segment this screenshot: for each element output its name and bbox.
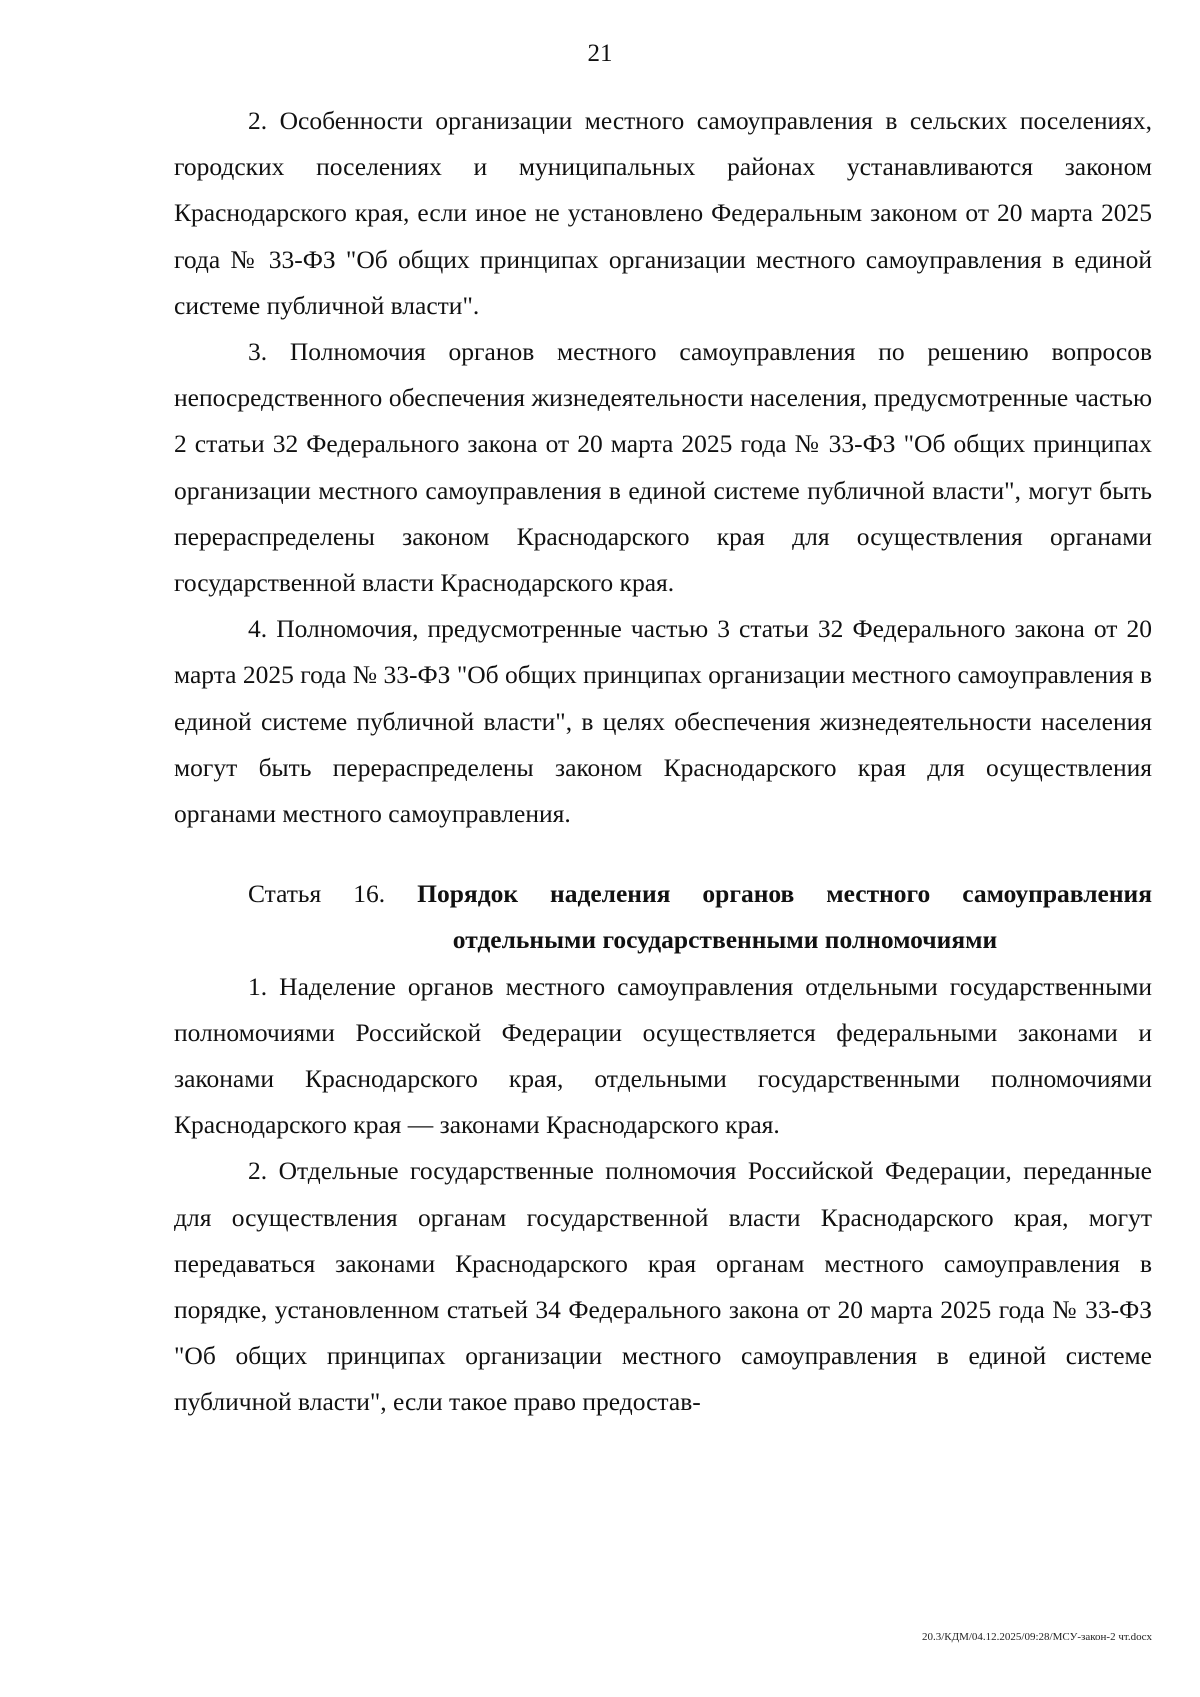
paragraph-2: 2. Особенности организации местного самоуправления в сельских поселениях, городских поселениях и муниципальных районах устанавливаются законом Краснодарского края, если иное не установлено Федеральным законом от 20 марта 2025 года № 33-ФЗ "Об общих принципах организации местного самоуправления в единой системе публичной власти".: [174, 106, 1152, 320]
paragraph-3: 3. Полномочия органов местного самоуправления по решению вопросов непосредственного обеспечения жизнедеятельности населения, предусмотренные частью 2 статьи 32 Федерального закона от 20 марта 2025 года № 33-ФЗ "Об общих принципах организации местного самоуправления в единой системе публичной власти", могут быть перераспределены законом Краснодарского края для осуществления органами государственной власти Краснодарского края.: [174, 337, 1152, 598]
page-number: 21: [587, 40, 613, 67]
document-body: [174, 98, 1152, 1426]
document-footer-filename: 20.3/КДМ/04.12.2025/09:28/МСУ-закон-2 чт.docx: [921, 1631, 1152, 1643]
article-title-line2: отдельными государственными полномочиями: [452, 925, 998, 955]
paragraph-4: 4. Полномочия, предусмотренные частью 3 статьи 32 Федерального закона от 20 марта 2025 года № 33-ФЗ "Об общих принципах организации местного самоуправления в единой системе публичной власти", в целях обеспечения жизнедеятельности населения могут быть перераспределены законом Краснодарского края для осуществления органами местного самоуправления.: [174, 614, 1152, 829]
article-heading-line1: [248, 871, 1152, 917]
article-16-paragraph-1: 1. Наделение органов местного самоуправления отдельными государственными полномочиями Российской Федерации осуществляется федеральными законами и законами Краснодарского края, отдельными государственными полномочиями Краснодарского края — законами Краснодарского края.: [174, 971, 1152, 1140]
article-label: Статья 16.: [248, 879, 386, 909]
article-16-paragraph-2: 2. Отдельные государственные полномочия Российской Федерации, переданные для осуществления органам государственной власти Краснодарского края, могут передаваться законами Краснодарского края органам местного самоуправления в порядке, установленном статьей 34 Федерального закона от 20 марта 2025 года № 33-ФЗ "Об общих принципах организации местного самоуправления в единой системе публичной власти", если такое право предостав-: [174, 1156, 1152, 1417]
article-title-line1: Порядок наделения органов местного самоуправления: [417, 879, 1153, 909]
article-heading: [174, 871, 1152, 963]
